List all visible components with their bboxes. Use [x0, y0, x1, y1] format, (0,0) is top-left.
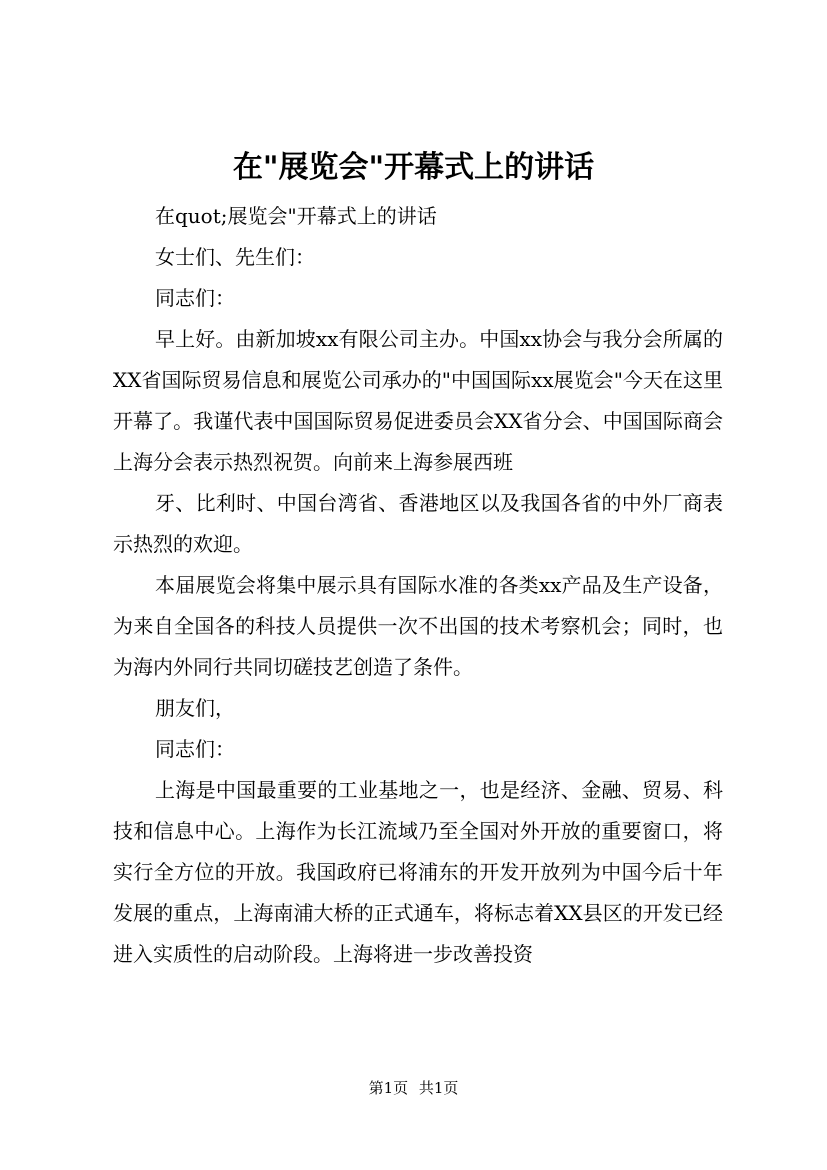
body-paragraph: 上海是中国最重要的工业基地之一，也是经济、金融、贸易、科技和信息中心。上海作为长江流域乃至全国对外开放的重要窗口，将实行全方位的开放。我国政府已将浦东的开发开放列为中国今后十年发展的重点，上海南浦大桥的正式通车，将标志着XX县区的开发已经进入实质性的启动阶段。上海将进一步改善投资 — [113, 778, 723, 966]
body-paragraph: 女士们、先生们： — [155, 245, 315, 269]
document-title: 在"展览会"开幕式上的讲话 — [232, 150, 595, 185]
page-footer — [0, 1076, 827, 1100]
body-paragraph: 同志们： — [155, 286, 235, 310]
body-paragraph: 本届展览会将集中展示具有国际水准的各类xx产品及生产设备，为来自全国各的科技人员提供一次不出国的技术考察机会；同时，也为海内外同行共同切磋技艺创造了条件。 — [113, 573, 723, 679]
body-paragraph: 牙、比利时、中国台湾省、香港地区以及我国各省的中外厂商表示热烈的欢迎。 — [113, 491, 723, 556]
page-number: 第1页 — [368, 1079, 409, 1097]
body-paragraph: 早上好。由新加坡xx有限公司主办。中国xx协会与我分会所属的XX省国际贸易信息和展览公司承办的"中国国际xx展览会"今天在这里开幕了。我谨代表中国国际贸易促进委员会XX省分会、中国国际商会上海分会表示热烈祝贺。向前来上海参展西班 — [113, 327, 723, 474]
body-paragraph: 同志们： — [155, 737, 235, 761]
body-paragraph: 朋友们， — [155, 696, 235, 720]
total-pages: 共1页 — [418, 1079, 459, 1097]
document-body — [113, 196, 723, 975]
body-paragraph: 在quot;展览会"开幕式上的讲话 — [155, 204, 437, 228]
